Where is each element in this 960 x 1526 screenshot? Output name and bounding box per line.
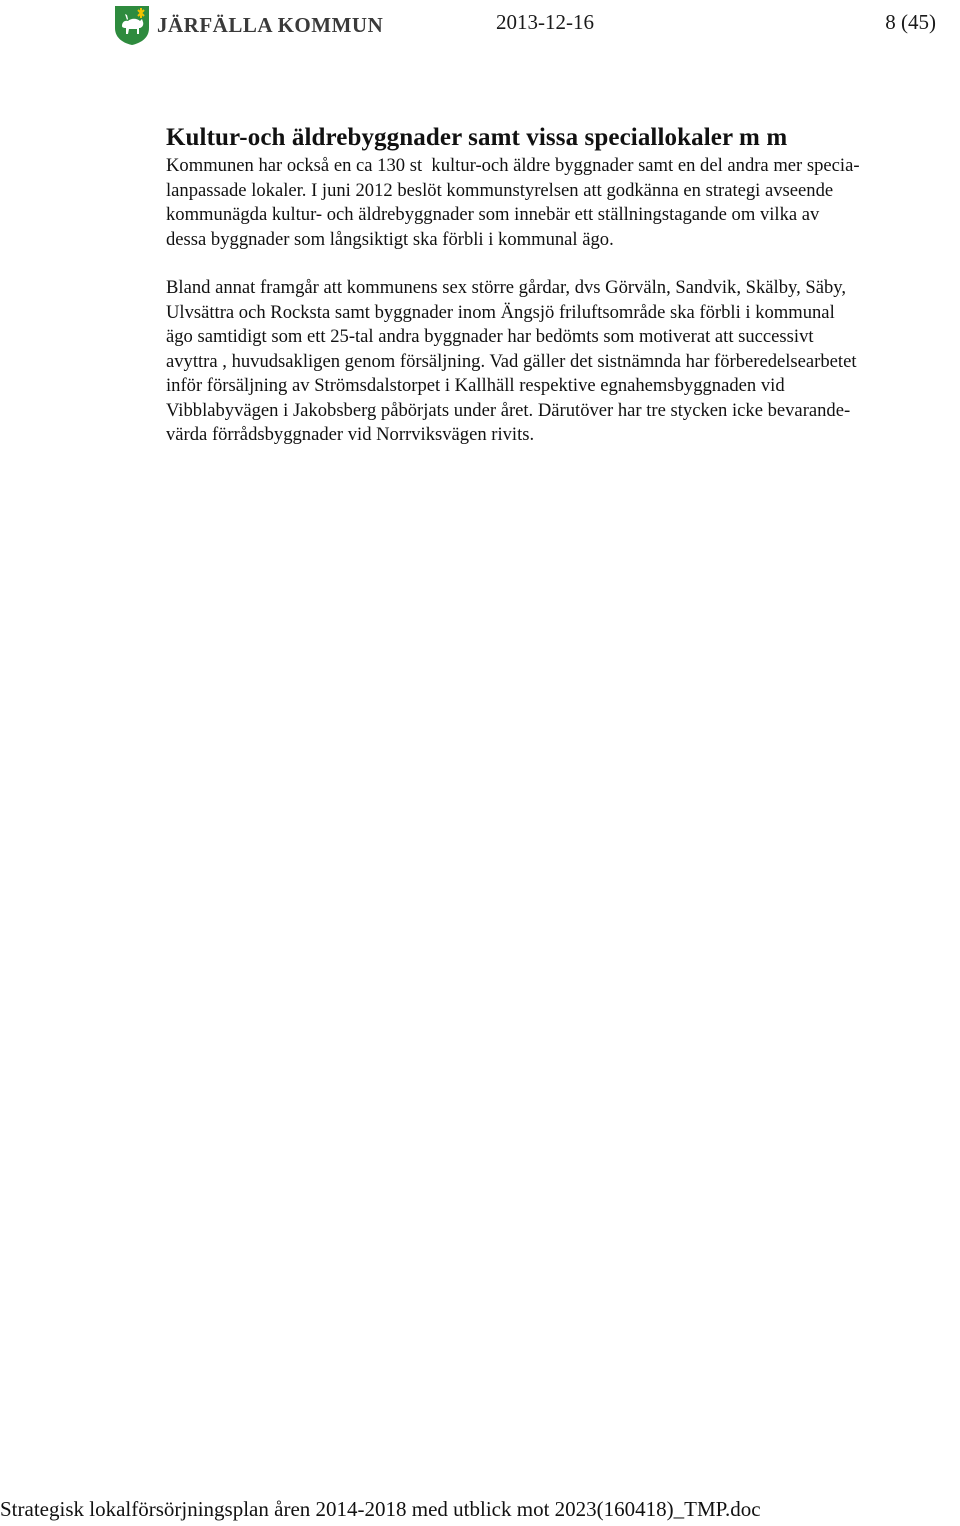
page-number: 8 (45) <box>885 10 936 34</box>
paragraph-line: Kommunen har också en ca 130 st kultur-och äldre byggnader samt en del andra mer specia- <box>166 155 860 176</box>
paragraph-line: kommunägda kultur- och äldrebyggnader som innebär ett ställningstagande om vilka av <box>166 204 820 225</box>
document-footer: Strategisk lokalförsörjningsplan åren 2014-2018 med utblick mot 2023(160418)_TMP.doc <box>0 1497 761 1521</box>
document-body <box>166 122 960 448</box>
municipality-logo <box>113 4 383 46</box>
municipality-name: JÄRFÄLLA KOMMUN <box>157 12 384 37</box>
paragraph-spacer <box>166 252 960 276</box>
section-heading: Kultur-och äldrebyggnader samt vissa speciallokaler m m <box>166 124 788 151</box>
paragraph-line: inför försäljning av Strömsdalstorpet i Kallhäll respektive egnahemsbyggnaden vid <box>166 375 785 396</box>
paragraph-2 <box>166 276 960 448</box>
paragraph-line: ägo samtidigt som ett 25-tal andra byggnader har bedömts som motiverat att successivt <box>166 326 814 347</box>
paragraph-1 <box>166 154 960 252</box>
paragraph-line: Ulvsättra och Rocksta samt byggnader inom Ängsjö friluftsområde ska förbli i kommunal <box>166 301 835 323</box>
document-date: 2013-12-16 <box>496 10 594 34</box>
paragraph-line: dessa byggnader som långsiktigt ska förbli i kommunal ägo. <box>166 228 614 250</box>
paragraph-line: Vibblabyvägen i Jakobsberg påbörjats under året. Därutöver har tre stycken icke bevarande- <box>166 399 851 421</box>
paragraph-line: värda förrådsbyggnader vid Norrviksvägen rivits. <box>166 424 535 445</box>
paragraph-line: avyttra , huvudsakligen genom försäljning. Vad gäller det sistnämnda har förberedelsearbetet <box>166 350 857 372</box>
page-header <box>0 0 960 52</box>
coat-of-arms-icon <box>113 4 151 46</box>
paragraph-line: lanpassade lokaler. I juni 2012 beslöt kommunstyrelsen att godkänna en strategi avseende <box>166 179 834 201</box>
paragraph-line: Bland annat framgår att kommunens sex större gårdar, dvs Görväln, Sandvik, Skälby, Säby, <box>166 277 847 298</box>
